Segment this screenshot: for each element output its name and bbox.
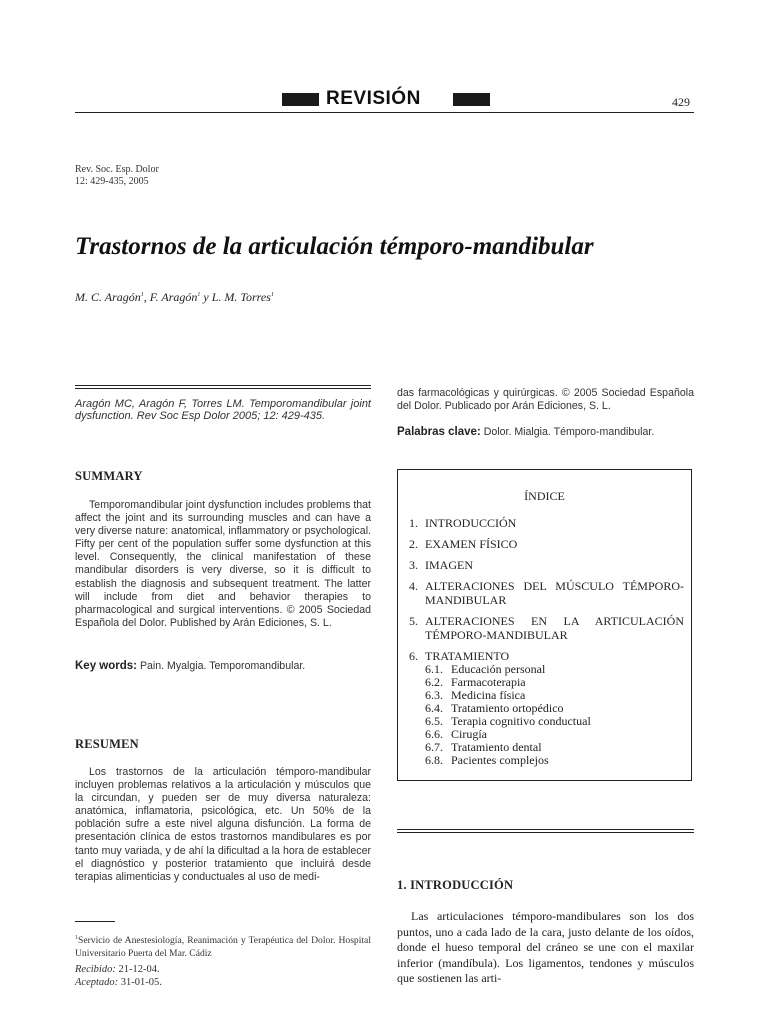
resumen-text: Los trastornos de la articulación témporo-mandibular incluyen problemas relativos a la articulación y músculos que la circundan, y pueden ser de muy diversa naturaleza: anatómica, inflamatoria, psicológica, etc. Un 50% de la población sufre a este nivel alguna disfunción. La forma de presentación clínica de estos trastornos mandibulares es por tanto muy variada, y de ahí la dificultad a la hora de establecer el diagnóstico y posterior tratamiento que incluirá desde terapias alimenticias y conductuales al uso de medi-	[75, 766, 371, 883]
index-subitem-number: 6.6.	[425, 727, 443, 741]
author-2-affiliation: 1	[197, 292, 201, 298]
resumen-heading: RESUMEN	[75, 737, 139, 751]
index-item-label: IMAGEN	[425, 558, 473, 572]
index-subitem-label: Tratamiento ortopédico	[451, 701, 564, 715]
footnote-dates	[75, 964, 162, 989]
author-2: F. Aragón	[149, 290, 198, 304]
index-item-number: 5.	[409, 614, 418, 628]
index-item-number: 3.	[409, 558, 418, 572]
author-1: M. C. Aragón	[75, 290, 141, 304]
resumen-keywords-label: Palabras clave:	[397, 426, 481, 438]
index-subitem-number: 6.8.	[425, 753, 443, 767]
received-date	[75, 964, 162, 977]
summary-keywords-value: Pain. Myalgia. Temporomandibular.	[139, 660, 306, 672]
header-rule	[75, 112, 694, 113]
index-item-label: ALTERACIONES DEL MÚSCULO TÉMPORO-MANDIBULAR	[425, 579, 684, 607]
author-separator-2: y	[200, 290, 212, 304]
author-3-affiliation: 1	[270, 292, 274, 298]
index-subitem-number: 6.1.	[425, 662, 443, 676]
index-subitem-label: Pacientes complejos	[451, 753, 549, 767]
index-box	[397, 469, 692, 781]
summary-heading: SUMMARY	[75, 469, 143, 483]
index-subitem-label: Terapia cognitivo conductual	[451, 714, 591, 728]
article-title: Trastornos de la articulación témporo-mandibular	[75, 233, 594, 260]
intro-heading: 1. INTRODUCCIÓN	[397, 878, 514, 892]
index-item-number: 1.	[409, 516, 418, 530]
index-subitem-number: 6.3.	[425, 688, 443, 702]
accepted-value: 31-01-05.	[120, 976, 162, 988]
index-item	[409, 614, 684, 642]
index-subitem-number: 6.4.	[425, 701, 443, 715]
index-subitem-number: 6.7.	[425, 740, 443, 754]
citation-line-1: Rev. Soc. Esp. Dolor	[75, 164, 159, 175]
resumen-continued: das farmacológicas y quirúrgicas. © 2005 Sociedad Española del Dolor. Publicado por Arán Ediciones, S. L.	[397, 387, 694, 413]
index-subitem-label: Medicina física	[451, 688, 526, 702]
left-top-rule-1	[75, 385, 371, 386]
index-subitems	[409, 663, 684, 767]
index-item	[409, 579, 684, 607]
resumen-keywords	[397, 426, 694, 439]
footnote-affiliation	[75, 932, 371, 960]
index-item-label: INTRODUCCIÓN	[425, 516, 517, 530]
index-subitem	[425, 754, 684, 767]
citation-line-2: 12: 429-435, 2005	[75, 176, 149, 187]
index-item	[409, 516, 684, 530]
author-3: L. M. Torres	[211, 290, 271, 304]
footnote-text: Servicio de Anestesiología, Reanimación y Terapéutica del Dolor. Hospital Universitario Puerta del Mar. Cádiz	[75, 935, 371, 959]
citation	[75, 164, 159, 188]
right-rule-2	[397, 832, 694, 833]
index-subitem-label: Educación personal	[451, 662, 546, 676]
page-number: 429	[672, 95, 690, 109]
header-left-bar	[282, 93, 319, 106]
footnote-rule	[75, 921, 115, 922]
index-title: ÍNDICE	[524, 489, 565, 503]
index-item	[409, 558, 684, 572]
authors	[75, 290, 274, 305]
left-top-rule-2	[75, 388, 371, 389]
index-subitem-number: 6.2.	[425, 675, 443, 689]
section-label: REVISIÓN	[326, 88, 421, 109]
intro-text: Las articulaciones témporo-mandibulares son los dos puntos, uno a cada lado de la cara, justo delante de los oídos, donde el hueso temporal del cráneo se une con el maxilar inferior (mandíbula). Los ligamentos, tendones y músculos que sostienen las arti-	[397, 909, 694, 986]
received-value: 21-12-04.	[118, 964, 160, 975]
accepted-label: Aceptado:	[75, 976, 119, 988]
resumen-keywords-value: Dolor. Mialgia. Témporo-mandibular.	[483, 426, 655, 438]
index-item	[409, 649, 684, 663]
summary-text: Temporomandibular joint dysfunction includes problems that affect the joint and its surrounding muscles and can have a very diverse nature: anatomical, inflammatory or psychological. Fifty per cent of the population suffer some dysfunction at this level. Consequently, the clinical manifestation of these mandibular disorders is very diverse, so it is difficult to establish the diagnosis and subsequent treatment. The latter will include from diet and behavior therapies to pharmacological and surgical interventions. © 2005 Sociedad Española del Dolor. Published by Arán Ediciones, S. L.	[75, 499, 371, 629]
right-rule-1	[397, 829, 694, 830]
summary-keywords-label: Key words:	[75, 660, 137, 672]
english-reference: Aragón MC, Aragón F, Torres LM. Temporomandibular joint dysfunction. Rev Soc Esp Dolor 2005; 12: 429-435.	[75, 398, 371, 423]
summary-keywords	[75, 660, 371, 673]
author-separator-1: ,	[143, 290, 150, 304]
index-list	[409, 516, 684, 767]
footnote-marker: 1	[75, 935, 78, 941]
header-right-bar	[453, 93, 490, 106]
index-item-number: 6.	[409, 649, 418, 663]
index-subitem-label: Farmacoterapia	[451, 675, 526, 689]
received-label: Recibido:	[75, 964, 116, 975]
index-subitem-label: Cirugía	[451, 727, 487, 741]
index-item-label: TRATAMIENTO	[425, 649, 510, 663]
index-subitem-label: Tratamiento dental	[451, 740, 542, 754]
index-subitem-number: 6.5.	[425, 714, 443, 728]
index-item-label: ALTERACIONES EN LA ARTICULACIÓN TÉMPORO-MANDIBULAR	[425, 614, 684, 642]
accepted-date	[75, 977, 162, 990]
index-item-number: 4.	[409, 579, 418, 593]
author-1-affiliation: 1	[140, 292, 144, 298]
index-item	[409, 537, 684, 551]
index-item-number: 2.	[409, 537, 418, 551]
index-item-label: EXAMEN FÍSICO	[425, 537, 518, 551]
